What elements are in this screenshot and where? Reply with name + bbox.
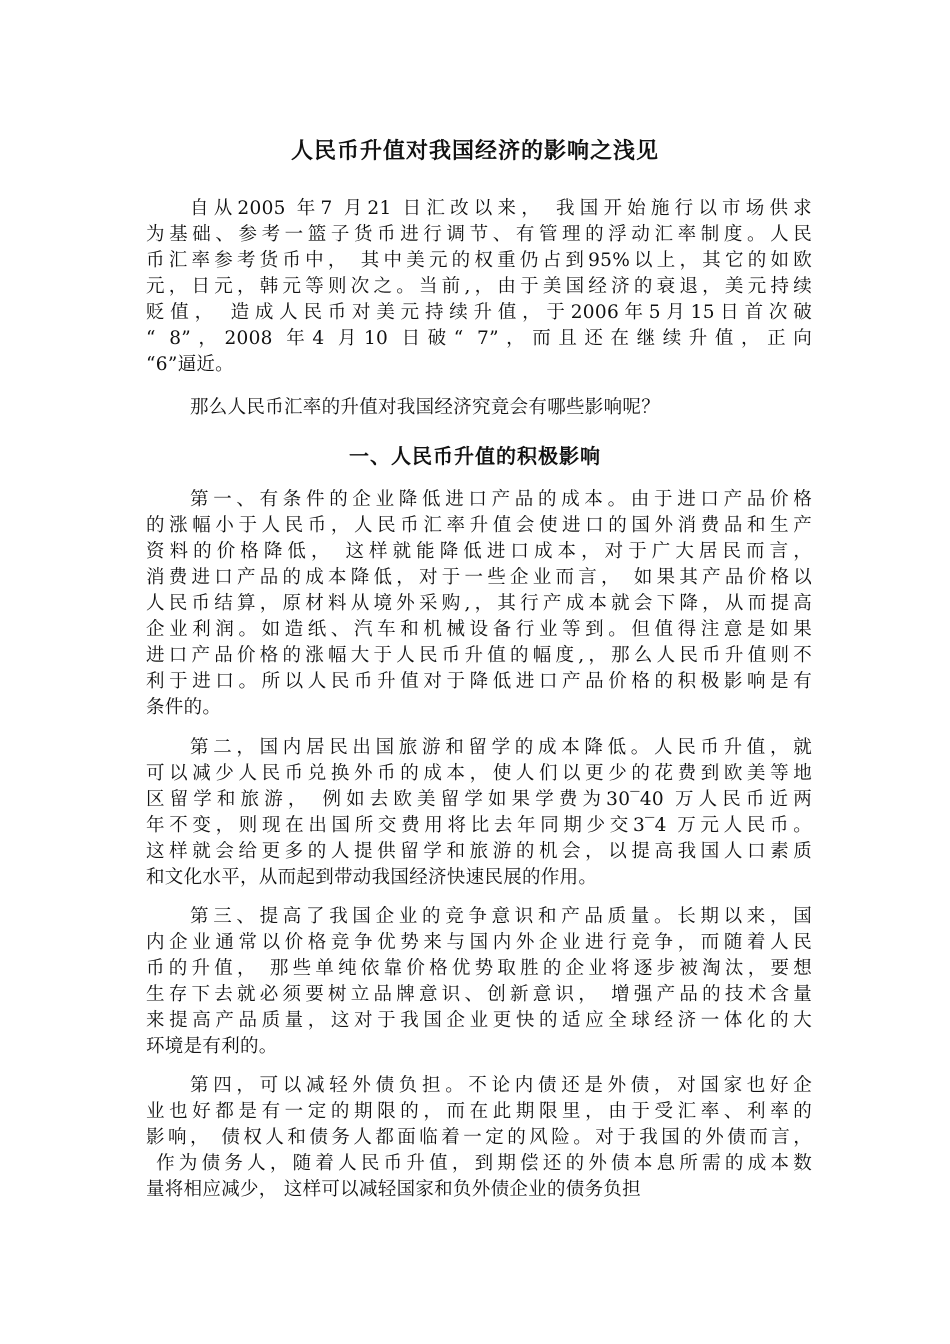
text-line: 条件的。 xyxy=(146,697,222,718)
text-line: 和文化水平，从而起到带动我国经济快速民展的作用。 xyxy=(146,867,598,888)
text-line: 贬值， 造成人民币对美元持续升值，于2006年5月15日首次破 xyxy=(146,302,812,323)
intro-paragraph xyxy=(146,196,812,378)
text-line: 那么人民币汇率的升值对我国经济究竟会有哪些影响呢？ xyxy=(190,397,661,418)
text-line: 区留学和旅游， 例如去欧美留学如果学费为30‾40 万人民币近两 xyxy=(146,789,812,810)
text-line: 消费进口产品的成本降低，对于一些企业而言， 如果其产品价格以 xyxy=(146,567,812,588)
text-line: 业也好都是有一定的期限的，而在此期限里，由于受汇率、利率的 xyxy=(146,1101,812,1122)
text-line: 量将相应减少， 这样可以减轻国家和负外债企业的债务负担 xyxy=(146,1179,641,1200)
text-line: 人民币结算，原材料从境外采购,，其行产成本就会下降，从而提高 xyxy=(146,593,812,614)
text-line: 作为债务人，随着人民币升值，到期偿还的外债本息所需的成本数 xyxy=(146,1153,812,1174)
text-line: 资料的价格降低， 这样就能降低进口成本，对于广大居民而言， xyxy=(146,541,812,562)
text-line: 企业利润。如造纸、汽车和机械设备行业等到。但值得注意是如果 xyxy=(146,619,812,640)
text-line: 第三、提高了我国企业的竞争意识和产品质量。长期以来，国 xyxy=(190,906,812,927)
document-title: 人民币升值对我国经济的影响之浅见 xyxy=(290,139,659,164)
text-line: 这样就会给更多的人提供留学和旅游的机会，以提高我国人口素质 xyxy=(146,841,812,862)
point-one-paragraph xyxy=(146,487,812,721)
text-line: 可以减少人民币兑换外币的成本，使人们以更少的花费到欧美等地 xyxy=(146,763,812,784)
text-line: 为基础、参考一篮子货币进行调节、有管理的浮动汇率制度。人民 xyxy=(146,224,812,245)
text-line: 利于进口。所以人民币升值对于降低进口产品价格的积极影响是有 xyxy=(146,671,812,692)
text-line: 环境是有利的。 xyxy=(146,1036,278,1057)
text-line: 进口产品价格的涨幅大于人民币升值的幅度,，那么人民币升值则不 xyxy=(146,645,812,666)
question-paragraph xyxy=(146,395,812,421)
text-line: 影响， 债权人和债务人都面临着一定的风险。对于我国的外债而言， xyxy=(146,1127,812,1148)
point-four-paragraph xyxy=(146,1073,812,1203)
text-line: “ 8”，2008 年4 月10 日破“ 7”，而且还在继续升值，正向 xyxy=(146,328,812,349)
text-line: 内企业通常以价格竞争优势来与国内外企业进行竞争，而随着人民 xyxy=(146,932,812,953)
point-two-paragraph xyxy=(146,735,812,891)
text-line: 币汇率参考货币中， 其中美元的权重仍占到95%以上，其它的如欧 xyxy=(146,250,812,271)
text-line: 自从2005 年7 月21 日汇改以来， 我国开始施行以市场供求 xyxy=(190,198,812,219)
text-line: 第四，可以减轻外债负担。不论内债还是外债，对国家也好企 xyxy=(190,1075,812,1096)
text-line: 第一、有条件的企业降低进口产品的成本。由于进口产品价格 xyxy=(190,489,812,510)
text-line: 币的升值， 那些单纯依靠价格优势取胜的企业将逐步被淘汰，要想 xyxy=(146,958,812,979)
text-line: 元，日元，韩元等则次之。当前,，由于美国经济的衰退，美元持续 xyxy=(146,276,812,297)
text-line: “6”逼近。 xyxy=(146,354,234,375)
text-line: 第二，国内居民出国旅游和留学的成本降低。人民币升值，就 xyxy=(190,737,812,758)
text-line: 的涨幅小于人民币，人民币汇率升值会使进口的国外消费品和生产 xyxy=(146,515,812,536)
section-heading: 一、人民币升值的积极影响 xyxy=(349,444,601,468)
point-three-paragraph xyxy=(146,904,812,1060)
text-line: 年不变，则现在出国所交费用将比去年同期少交3‾4 万元人民币。 xyxy=(146,815,812,836)
text-line: 生存下去就必须要树立品牌意识、创新意识， 增强产品的技术含量 xyxy=(146,984,812,1005)
text-line: 来提高产品质量，这对于我国企业更快的适应全球经济一体化的大 xyxy=(146,1010,812,1031)
